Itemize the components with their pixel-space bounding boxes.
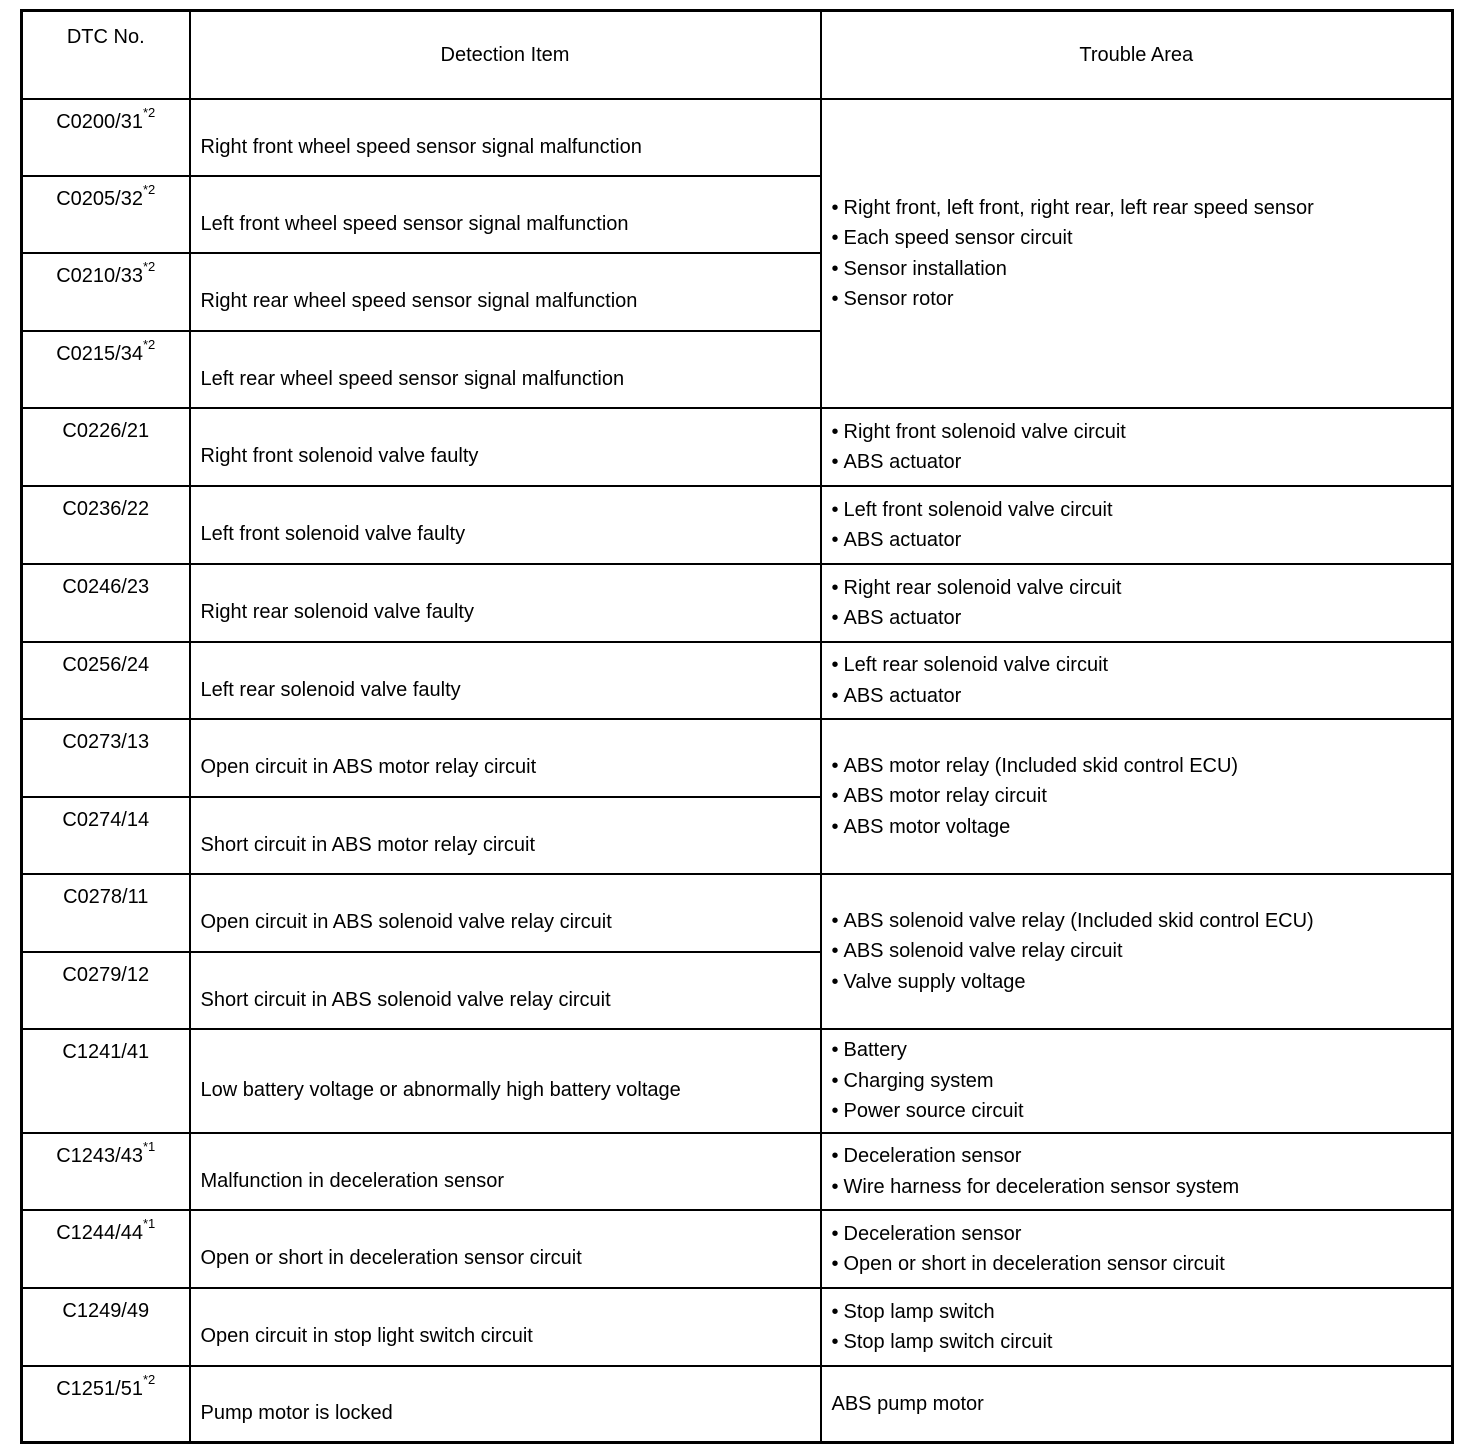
trouble-area-bullet: • Battery [832,1035,1442,1066]
trouble-area-bullet: • Left rear solenoid valve circuit [832,650,1442,681]
trouble-area-bullet: • ABS actuator [832,603,1442,634]
dtc-code-cell [22,331,190,408]
dtc-footnote-marker: *2 [142,105,156,121]
trouble-area-bullet: • Left front solenoid valve circuit [832,495,1442,526]
dtc-code: C0279/12 [62,964,150,986]
detection-item: Open circuit in ABS solenoid valve relay circuit [190,874,821,952]
dtc-code-cell [22,952,190,1029]
trouble-area-bullet: • Power source circuit [832,1096,1442,1127]
dtc-code-cell [22,1366,190,1442]
detection-item: Left front solenoid valve faulty [190,486,821,564]
trouble-area [821,99,1453,408]
detection-item: Right rear solenoid valve faulty [190,564,821,642]
trouble-area-bullet: • Deceleration sensor [832,1141,1442,1172]
detection-item: Left rear solenoid valve faulty [190,642,821,719]
dtc-code-cell [22,719,190,797]
detection-item: Left front wheel speed sensor signal malfunction [190,176,821,253]
trouble-area-bullet: • ABS solenoid valve relay circuit [832,936,1442,967]
dtc-footnote-marker: *2 [142,259,156,275]
trouble-area [821,1288,1453,1366]
detection-item: Malfunction in deceleration sensor [190,1133,821,1210]
trouble-area-bullet: • Sensor rotor [832,284,1442,315]
table-row [22,1210,1453,1288]
dtc-code-cell [22,176,190,253]
detection-item: Right front solenoid valve faulty [190,408,821,486]
trouble-area-bullet: • ABS solenoid valve relay (Included skid control ECU) [832,906,1442,937]
trouble-area [821,1029,1453,1133]
detection-item: Open circuit in stop light switch circuit [190,1288,821,1366]
trouble-area-bullet: • ABS motor voltage [832,812,1442,843]
dtc-code-cell [22,564,190,642]
trouble-area [821,486,1453,564]
trouble-area-text: ABS pump motor [831,1392,984,1415]
trouble-area-bullet: • Deceleration sensor [832,1219,1442,1250]
trouble-area [821,719,1453,874]
trouble-area-list [832,193,1442,315]
detection-item: Open or short in deceleration sensor circuit [190,1210,821,1288]
trouble-area-bullet: • Right rear solenoid valve circuit [832,573,1442,604]
header-dtc-no: DTC No. [22,11,190,100]
dtc-code-cell [22,99,190,176]
dtc-code: C0246/23 [62,576,150,598]
trouble-area-list [832,573,1442,634]
trouble-area-bullet: • ABS actuator [832,681,1442,712]
trouble-area-list [832,906,1442,998]
dtc-code: C0205/32 [56,188,143,210]
dtc-footnote-marker: *2 [142,182,156,198]
dtc-code-cell [22,797,190,874]
dtc-code: C0210/33 [56,265,143,287]
dtc-code-cell [22,486,190,564]
dtc-footnote-marker: *2 [142,337,156,353]
dtc-code: C0236/22 [62,498,150,520]
trouble-area-bullet: • Stop lamp switch [832,1297,1442,1328]
dtc-footnote-marker: *1 [142,1139,156,1155]
dtc-code-cell [22,1133,190,1210]
trouble-area-bullet: • Charging system [832,1066,1442,1097]
trouble-area [821,564,1453,642]
table-row [22,564,1453,642]
dtc-code-cell [22,1288,190,1366]
trouble-area-bullet: • Sensor installation [832,254,1442,285]
detection-item: Low battery voltage or abnormally high battery voltage [190,1029,821,1133]
trouble-area [821,408,1453,486]
dtc-code-cell [22,874,190,952]
trouble-area-list [832,1219,1442,1280]
table-row [22,642,1453,719]
trouble-area-bullet: • Stop lamp switch circuit [832,1327,1442,1358]
trouble-area-bullet: • Each speed sensor circuit [832,223,1442,254]
trouble-area-list [832,417,1442,478]
dtc-code-cell [22,253,190,331]
detection-item: Right front wheel speed sensor signal malfunction [190,99,821,176]
table-row [22,99,1453,176]
detection-item: Short circuit in ABS motor relay circuit [190,797,821,874]
dtc-footnote-marker: *2 [142,1372,156,1388]
dtc-code: C1243/43 [56,1145,143,1167]
dtc-code: C0200/31 [56,111,143,133]
table-row [22,1288,1453,1366]
dtc-code-cell [22,1210,190,1288]
dtc-code: C0278/11 [63,886,149,908]
dtc-footnote-marker: *1 [142,1216,156,1232]
dtc-code: C0274/14 [62,809,150,831]
trouble-area-list [832,495,1442,556]
trouble-area [821,874,1453,1029]
dtc-code-cell [22,408,190,486]
table-row [22,1133,1453,1210]
trouble-area-bullet: • Right front, left front, right rear, left rear speed sensor [832,193,1442,224]
detection-item: Left rear wheel speed sensor signal malfunction [190,331,821,408]
trouble-area-list [832,751,1442,843]
trouble-area-list [832,1035,1442,1127]
trouble-area-bullet: • Right front solenoid valve circuit [832,417,1442,448]
trouble-area-bullet: • Open or short in deceleration sensor circuit [832,1249,1442,1280]
trouble-area-list [832,1297,1442,1358]
dtc-code: C1251/51 [56,1378,143,1400]
trouble-area-bullet: • ABS actuator [832,525,1442,556]
header-trouble-area: Trouble Area [821,11,1453,100]
table-row [22,486,1453,564]
detection-item: Open circuit in ABS motor relay circuit [190,719,821,797]
table-row [22,408,1453,486]
table-row [22,1366,1453,1442]
detection-item: Short circuit in ABS solenoid valve relay circuit [190,952,821,1029]
detection-item: Pump motor is locked [190,1366,821,1442]
trouble-area-list [832,1141,1442,1202]
dtc-code-cell [22,642,190,719]
dtc-code: C1241/41 [62,1041,150,1063]
dtc-code: C0226/21 [62,420,150,442]
table-row [22,1029,1453,1133]
dtc-code: C0256/24 [62,654,150,676]
trouble-area-bullet: • ABS motor relay circuit [832,781,1442,812]
detection-item: Right rear wheel speed sensor signal malfunction [190,253,821,331]
table-row [22,874,1453,952]
trouble-area [821,1133,1453,1210]
trouble-area-bullet: • Wire harness for deceleration sensor system [832,1172,1442,1203]
trouble-area [821,642,1453,719]
table-row [22,719,1453,797]
dtc-code: C1249/49 [62,1300,150,1322]
dtc-code: C0273/13 [62,731,150,753]
dtc-code: C1244/44 [56,1222,143,1244]
trouble-area [821,1210,1453,1288]
dtc-code: C0215/34 [56,343,143,365]
header-row [22,11,1453,100]
header-detection-item: Detection Item [190,11,821,100]
trouble-area-list [832,650,1442,711]
trouble-area [821,1366,1453,1442]
dtc-code-cell [22,1029,190,1133]
trouble-area-bullet: • ABS motor relay (Included skid control ECU) [832,751,1442,782]
dtc-table [20,9,1454,1444]
table-body [22,99,1453,1442]
trouble-area-bullet: • ABS actuator [832,447,1442,478]
trouble-area-bullet: • Valve supply voltage [832,967,1442,998]
